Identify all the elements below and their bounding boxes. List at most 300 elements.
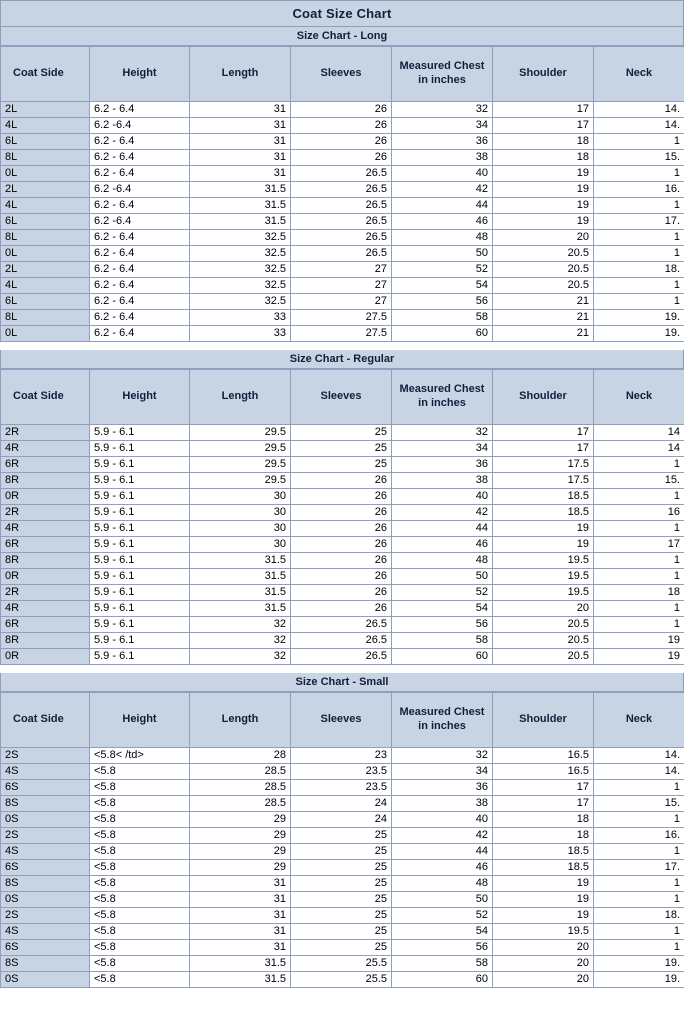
table-cell: 32 (392, 102, 493, 118)
table-cell: 8R (1, 633, 90, 649)
table-cell: 0R (1, 489, 90, 505)
table-cell: 24 (291, 796, 392, 812)
table-cell: 14. (594, 118, 684, 134)
table-cell: 28 (190, 748, 291, 764)
table-cell: 0R (1, 569, 90, 585)
table-row (1, 569, 684, 585)
table-row (1, 553, 684, 569)
table-cell: 46 (392, 537, 493, 553)
table-cell: 5.9 - 6.1 (90, 441, 190, 457)
table-cell: 18. (594, 908, 684, 924)
section-spacer (0, 665, 684, 673)
table-cell: <5.8 (90, 876, 190, 892)
size-chart-table (0, 692, 684, 988)
table-row (1, 457, 684, 473)
table-row (1, 956, 684, 972)
table-row (1, 633, 684, 649)
table-cell: 18 (493, 828, 594, 844)
table-cell: 29.5 (190, 441, 291, 457)
table-cell: 1 (594, 601, 684, 617)
table-cell: 18 (594, 585, 684, 601)
table-row (1, 924, 684, 940)
table-cell: 23.5 (291, 780, 392, 796)
table-cell: 28.5 (190, 764, 291, 780)
table-cell: 5.9 - 6.1 (90, 457, 190, 473)
table-cell: 44 (392, 521, 493, 537)
table-cell: 8S (1, 956, 90, 972)
table-cell: 18. (594, 262, 684, 278)
table-cell: 14 (594, 425, 684, 441)
table-cell: 19.5 (493, 585, 594, 601)
table-cell: 21 (493, 326, 594, 342)
table-cell: 18.5 (493, 860, 594, 876)
table-cell: 20 (493, 601, 594, 617)
column-header-neck: Neck (594, 693, 684, 748)
table-cell: 15. (594, 473, 684, 489)
column-header-shoulder: Shoulder (493, 370, 594, 425)
column-header-height: Height (90, 693, 190, 748)
table-cell: 30 (190, 489, 291, 505)
column-header-sleeves: Sleeves (291, 47, 392, 102)
table-row (1, 473, 684, 489)
table-cell: 4S (1, 844, 90, 860)
table-cell: 6L (1, 294, 90, 310)
table-cell: 18 (493, 134, 594, 150)
column-header-coat-side: Coat Side (1, 370, 90, 425)
table-cell: <5.8 (90, 940, 190, 956)
table-cell: 29.5 (190, 457, 291, 473)
table-cell: 19 (493, 892, 594, 908)
table-cell: 32 (190, 633, 291, 649)
table-cell: 1 (594, 569, 684, 585)
table-cell: 26.5 (291, 198, 392, 214)
table-row (1, 780, 684, 796)
table-cell: 52 (392, 908, 493, 924)
table-cell: 1 (594, 617, 684, 633)
table-cell: 26.5 (291, 246, 392, 262)
table-cell: 17. (594, 214, 684, 230)
table-row (1, 537, 684, 553)
table-row (1, 892, 684, 908)
table-cell: 1 (594, 940, 684, 956)
table-cell: 5.9 - 6.1 (90, 569, 190, 585)
table-cell: <5.8 (90, 780, 190, 796)
table-cell: 26.5 (291, 633, 392, 649)
table-cell: 19. (594, 326, 684, 342)
table-cell: 26.5 (291, 617, 392, 633)
table-cell: 16 (594, 505, 684, 521)
table-cell: 0S (1, 892, 90, 908)
table-cell: <5.8< /td> (90, 748, 190, 764)
table-cell: 18 (493, 150, 594, 166)
table-cell: 31.5 (190, 972, 291, 988)
table-cell: 19 (493, 166, 594, 182)
table-row (1, 150, 684, 166)
column-header-coat-side: Coat Side (1, 47, 90, 102)
table-cell: 58 (392, 310, 493, 326)
table-cell: 17 (594, 537, 684, 553)
table-cell: 6.2 - 6.4 (90, 310, 190, 326)
table-cell: 17 (493, 102, 594, 118)
table-cell: 26 (291, 553, 392, 569)
page-title: Coat Size Chart (0, 0, 684, 27)
table-cell: 19.5 (493, 569, 594, 585)
table-cell: 19 (493, 521, 594, 537)
table-cell: 0L (1, 246, 90, 262)
table-cell: 1 (594, 521, 684, 537)
table-row (1, 796, 684, 812)
size-chart-sections (0, 27, 684, 988)
size-chart-table (0, 369, 684, 665)
column-header-sleeves: Sleeves (291, 370, 392, 425)
table-row (1, 844, 684, 860)
table-cell: 31 (190, 924, 291, 940)
table-cell: 2L (1, 102, 90, 118)
table-cell: 4R (1, 441, 90, 457)
table-cell: 26 (291, 102, 392, 118)
table-row (1, 326, 684, 342)
table-cell: 19. (594, 310, 684, 326)
table-cell: 26 (291, 601, 392, 617)
table-cell: 4L (1, 278, 90, 294)
column-header-coat-side: Coat Side (1, 693, 90, 748)
table-row (1, 102, 684, 118)
table-cell: 6.2 - 6.4 (90, 134, 190, 150)
table-cell: 6R (1, 617, 90, 633)
table-cell: 27 (291, 278, 392, 294)
table-cell: 2R (1, 585, 90, 601)
table-cell: 4R (1, 521, 90, 537)
table-cell: 46 (392, 214, 493, 230)
column-header-length: Length (190, 693, 291, 748)
table-row (1, 214, 684, 230)
table-cell: 0R (1, 649, 90, 665)
table-cell: 6R (1, 537, 90, 553)
table-cell: 6S (1, 780, 90, 796)
table-cell: 19 (493, 876, 594, 892)
table-cell: 19 (594, 649, 684, 665)
table-cell: 20.5 (493, 262, 594, 278)
table-cell: 27 (291, 294, 392, 310)
table-cell: 8R (1, 473, 90, 489)
table-cell: 1 (594, 278, 684, 294)
table-cell: 26 (291, 505, 392, 521)
table-cell: 26.5 (291, 230, 392, 246)
table-cell: 6L (1, 214, 90, 230)
table-cell: 1 (594, 844, 684, 860)
table-cell: 23 (291, 748, 392, 764)
table-cell: 19.5 (493, 924, 594, 940)
table-row (1, 134, 684, 150)
table-cell: 30 (190, 537, 291, 553)
table-cell: 6R (1, 457, 90, 473)
table-cell: 58 (392, 956, 493, 972)
table-cell: 1 (594, 876, 684, 892)
table-cell: 34 (392, 764, 493, 780)
table-cell: 17.5 (493, 473, 594, 489)
table-cell: 54 (392, 601, 493, 617)
table-cell: 1 (594, 166, 684, 182)
table-cell: 26 (291, 569, 392, 585)
table-cell: 20.5 (493, 246, 594, 262)
table-cell: 25 (291, 441, 392, 457)
table-cell: 14. (594, 748, 684, 764)
table-cell: 20 (493, 230, 594, 246)
table-cell: 19 (493, 198, 594, 214)
table-row (1, 585, 684, 601)
column-header-measured-chest-line2: in inches (418, 720, 466, 732)
table-cell: 26 (291, 585, 392, 601)
table-cell: 32 (190, 617, 291, 633)
table-cell: 5.9 - 6.1 (90, 649, 190, 665)
column-header-shoulder: Shoulder (493, 47, 594, 102)
table-cell: 31 (190, 102, 291, 118)
table-cell: 20 (493, 956, 594, 972)
table-cell: 31 (190, 940, 291, 956)
column-header-neck: Neck (594, 370, 684, 425)
table-cell: 8L (1, 150, 90, 166)
table-cell: <5.8 (90, 844, 190, 860)
table-cell: 2L (1, 182, 90, 198)
table-cell: 19 (493, 908, 594, 924)
table-cell: 31.5 (190, 182, 291, 198)
table-cell: 8S (1, 876, 90, 892)
table-cell: 33 (190, 310, 291, 326)
table-cell: 48 (392, 230, 493, 246)
table-cell: 26 (291, 134, 392, 150)
table-cell: 56 (392, 940, 493, 956)
table-cell: 32 (392, 748, 493, 764)
table-cell: 31.5 (190, 214, 291, 230)
table-cell: 31 (190, 876, 291, 892)
table-cell: 29 (190, 860, 291, 876)
table-cell: 32 (392, 425, 493, 441)
table-cell: 31 (190, 118, 291, 134)
table-cell: 31.5 (190, 553, 291, 569)
table-cell: 14 (594, 441, 684, 457)
column-header-measured-chest-line1: Measured Chest (399, 60, 485, 73)
table-cell: 6L (1, 134, 90, 150)
table-cell: <5.8 (90, 828, 190, 844)
table-cell: 8L (1, 310, 90, 326)
table-row (1, 972, 684, 988)
table-cell: 36 (392, 134, 493, 150)
column-header-height: Height (90, 370, 190, 425)
table-cell: 6.2 - 6.4 (90, 246, 190, 262)
table-cell: 31 (190, 166, 291, 182)
table-cell: 6.2 - 6.4 (90, 230, 190, 246)
table-cell: 21 (493, 294, 594, 310)
table-cell: 31 (190, 134, 291, 150)
table-cell: 17 (493, 796, 594, 812)
table-row (1, 521, 684, 537)
table-cell: 29 (190, 844, 291, 860)
table-cell: 31.5 (190, 198, 291, 214)
table-cell: 1 (594, 924, 684, 940)
table-cell: 2L (1, 262, 90, 278)
table-cell: 18.5 (493, 505, 594, 521)
table-cell: 40 (392, 166, 493, 182)
table-cell: 6.2 - 6.4 (90, 150, 190, 166)
table-cell: 25 (291, 924, 392, 940)
table-cell: 32.5 (190, 246, 291, 262)
table-cell: 4L (1, 198, 90, 214)
table-cell: 4S (1, 764, 90, 780)
table-cell: 31.5 (190, 569, 291, 585)
table-cell: <5.8 (90, 892, 190, 908)
table-cell: 18.5 (493, 489, 594, 505)
table-cell: 2S (1, 748, 90, 764)
section-title: Size Chart - Regular (0, 350, 684, 369)
table-cell: 50 (392, 569, 493, 585)
table-cell: 5.9 - 6.1 (90, 537, 190, 553)
table-cell: 19. (594, 956, 684, 972)
table-cell: 6.2 - 6.4 (90, 102, 190, 118)
table-cell: 6.2 -6.4 (90, 118, 190, 134)
table-cell: 5.9 - 6.1 (90, 585, 190, 601)
column-header-neck: Neck (594, 47, 684, 102)
table-cell: 1 (594, 553, 684, 569)
table-cell: 28.5 (190, 796, 291, 812)
table-cell: 29.5 (190, 425, 291, 441)
table-cell: 54 (392, 924, 493, 940)
table-cell: 4R (1, 601, 90, 617)
table-cell: 42 (392, 828, 493, 844)
table-row (1, 118, 684, 134)
table-cell: 50 (392, 246, 493, 262)
table-row (1, 262, 684, 278)
table-cell: 27.5 (291, 310, 392, 326)
table-cell: 26 (291, 537, 392, 553)
table-cell: 26.5 (291, 182, 392, 198)
table-cell: 42 (392, 505, 493, 521)
table-row (1, 908, 684, 924)
table-row (1, 198, 684, 214)
table-cell: 5.9 - 6.1 (90, 553, 190, 569)
table-row (1, 425, 684, 441)
table-cell: 31.5 (190, 585, 291, 601)
table-row (1, 230, 684, 246)
table-cell: 25 (291, 908, 392, 924)
table-row (1, 294, 684, 310)
table-cell: 32.5 (190, 278, 291, 294)
table-row (1, 246, 684, 262)
table-cell: <5.8 (90, 796, 190, 812)
column-header-measured-chest-line2: in inches (418, 397, 466, 409)
table-cell: 31 (190, 908, 291, 924)
table-cell: <5.8 (90, 956, 190, 972)
size-chart-table (0, 46, 684, 342)
table-row (1, 812, 684, 828)
table-row (1, 764, 684, 780)
table-cell: 58 (392, 633, 493, 649)
table-cell: 19.5 (493, 553, 594, 569)
table-row (1, 860, 684, 876)
table-cell: 20 (493, 972, 594, 988)
table-cell: 1 (594, 780, 684, 796)
table-cell: 33 (190, 326, 291, 342)
table-cell: 56 (392, 294, 493, 310)
table-cell: 5.9 - 6.1 (90, 617, 190, 633)
table-cell: 6.2 -6.4 (90, 182, 190, 198)
table-cell: 8R (1, 553, 90, 569)
table-cell: 24 (291, 812, 392, 828)
table-cell: 17 (493, 118, 594, 134)
column-header-length: Length (190, 370, 291, 425)
table-cell: 56 (392, 617, 493, 633)
table-cell: 19. (594, 972, 684, 988)
table-cell: 17 (493, 441, 594, 457)
table-cell: 32 (190, 649, 291, 665)
table-cell: 25 (291, 828, 392, 844)
table-cell: 5.9 - 6.1 (90, 601, 190, 617)
table-cell: 1 (594, 892, 684, 908)
table-cell: 0S (1, 812, 90, 828)
table-cell: 26 (291, 473, 392, 489)
section-title: Size Chart - Small (0, 673, 684, 692)
table-cell: 27 (291, 262, 392, 278)
table-cell: 0S (1, 972, 90, 988)
table-cell: 4S (1, 924, 90, 940)
table-cell: 50 (392, 892, 493, 908)
table-cell: 26 (291, 118, 392, 134)
column-header-measured-chest (392, 47, 493, 102)
table-cell: 16. (594, 182, 684, 198)
table-cell: 6.2 - 6.4 (90, 326, 190, 342)
table-cell: 25 (291, 940, 392, 956)
table-cell: 30 (190, 521, 291, 537)
table-cell: 25 (291, 876, 392, 892)
table-cell: 1 (594, 230, 684, 246)
table-cell: 8L (1, 230, 90, 246)
table-cell: 1 (594, 246, 684, 262)
table-cell: 17.5 (493, 457, 594, 473)
table-cell: 60 (392, 649, 493, 665)
table-cell: 5.9 - 6.1 (90, 489, 190, 505)
table-cell: 17 (493, 780, 594, 796)
table-cell: 26.5 (291, 214, 392, 230)
table-cell: 38 (392, 150, 493, 166)
table-cell: 16.5 (493, 748, 594, 764)
table-cell: 6.2 - 6.4 (90, 262, 190, 278)
table-row (1, 489, 684, 505)
column-header-measured-chest-line1: Measured Chest (399, 383, 485, 396)
table-cell: 6S (1, 940, 90, 956)
table-cell: 29 (190, 828, 291, 844)
table-cell: 25 (291, 425, 392, 441)
table-cell: <5.8 (90, 860, 190, 876)
table-cell: 5.9 - 6.1 (90, 633, 190, 649)
table-cell: 8S (1, 796, 90, 812)
table-cell: 17. (594, 860, 684, 876)
table-cell: 15. (594, 796, 684, 812)
table-cell: <5.8 (90, 764, 190, 780)
table-cell: 42 (392, 182, 493, 198)
table-row (1, 310, 684, 326)
table-cell: 16.5 (493, 764, 594, 780)
table-cell: 5.9 - 6.1 (90, 505, 190, 521)
table-cell: 20.5 (493, 617, 594, 633)
section-title: Size Chart - Long (0, 27, 684, 46)
table-cell: 26 (291, 150, 392, 166)
table-row (1, 649, 684, 665)
table-cell: 20.5 (493, 278, 594, 294)
table-cell: 29 (190, 812, 291, 828)
table-cell: 0L (1, 166, 90, 182)
table-row (1, 876, 684, 892)
table-cell: 1 (594, 457, 684, 473)
table-cell: 6.2 -6.4 (90, 214, 190, 230)
